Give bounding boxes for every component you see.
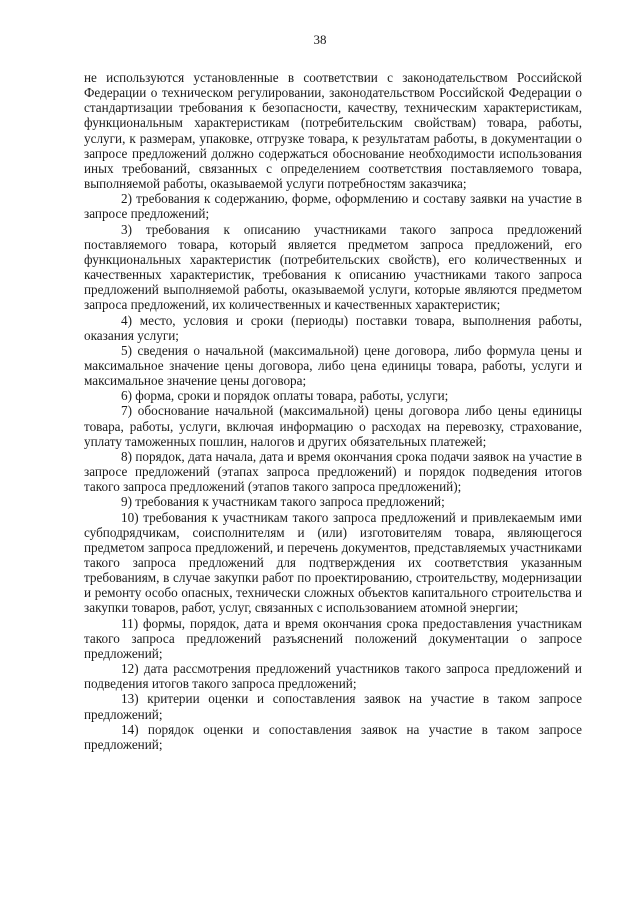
paragraph-item-2: 2) требования к содержанию, форме, оформлению и составу заявки на участие в запросе предложений; (84, 191, 582, 222)
paragraph-item-4: 4) место, условия и сроки (периоды) поставки товара, выполнения работы, оказания услуги; (84, 312, 582, 343)
paragraph-item-8: 8) порядок, дата начала, дата и время окончания срока подачи заявок на участие в запросе предложений (этапах запроса предложений) и порядок подведения итогов такого запроса предложений (этапов такого запроса предложений); (84, 448, 582, 495)
paragraph-item-10: 10) требования к участникам такого запроса предложений и привлекаемым ими субподрядчикам, соисполнителям и (или) изготовителям товара, являющегося предметом запроса предложений, и перечень документов, представляемых участниками такого запроса предложений для подтверждения их соответствия указанным требованиям, в случае закупки работ по проектированию, строительству, модернизации и ремонту особо опасных, технически сложных объектов капитального строительства и закупки товаров, работ, услуг, связанных с использованием атомной энергии; (84, 509, 582, 616)
paragraph-item-6: 6) форма, сроки и порядок оплаты товара, работы, услуги; (121, 388, 449, 404)
paragraph-item-3: 3) требования к описанию участниками такого запроса предложений поставляемого товара, который является предметом запроса предложений, его функциональных характеристик (потребительских свойств), его количественных и качественных характеристик, требования к описанию участниками такого запроса предложений выполняемой работы, оказываемой услуги, которые являются предметом запроса предложений, их количественных и качественных характеристик; (84, 221, 582, 313)
document-body (84, 70, 582, 752)
paragraph-item-14: 14) порядок оценки и сопоставления заявок на участие в таком запросе предложений; (84, 721, 582, 752)
page-number: 38 (313, 32, 327, 47)
paragraph-item-5: 5) сведения о начальной (максимальной) цене договора, либо формула цены и максимальное значение цены договора, либо цена единицы товара, работы, услуги и максимальное значение цены договора; (84, 342, 582, 389)
paragraph-item-13: 13) критерии оценки и сопоставления заявок на участие в таком запросе предложений; (84, 691, 582, 722)
paragraph-continuation: не используются установленные в соответствии с законодательством Российской Федерации о техническом регулировании, законодательством Российской Федерации о стандартизации требования к безопасности, качеству, техническим характеристикам, функциональным характеристикам (потребительским свойствам) товара, работы, услуги, к размерам, упаковке, отгрузке товара, к результатам работы, в документации о запросе предложений должно содержаться обоснование необходимости использования иных требований, связанных с определением соответствия поставляемого товара, выполняемой работы, оказываемой услуги потребностям заказчика; (84, 70, 582, 192)
paragraph-item-9: 9) требования к участникам такого запроса предложений; (121, 494, 445, 510)
paragraph-item-7: 7) обоснование начальной (максимальной) цены договора либо цены единицы товара, работы, услуги, включая информацию о расходах на перевозку, страхование, уплату таможенных пошлин, налогов и других обязательных платежей; (84, 403, 582, 449)
paragraph-item-12: 12) дата рассмотрения предложений участников такого запроса предложений и подведения итогов такого запроса предложений; (84, 661, 582, 692)
paragraph-item-11: 11) формы, порядок, дата и время окончания срока предоставления участникам такого запроса предложений разъяснений положений документации о запросе предложений; (84, 615, 582, 661)
